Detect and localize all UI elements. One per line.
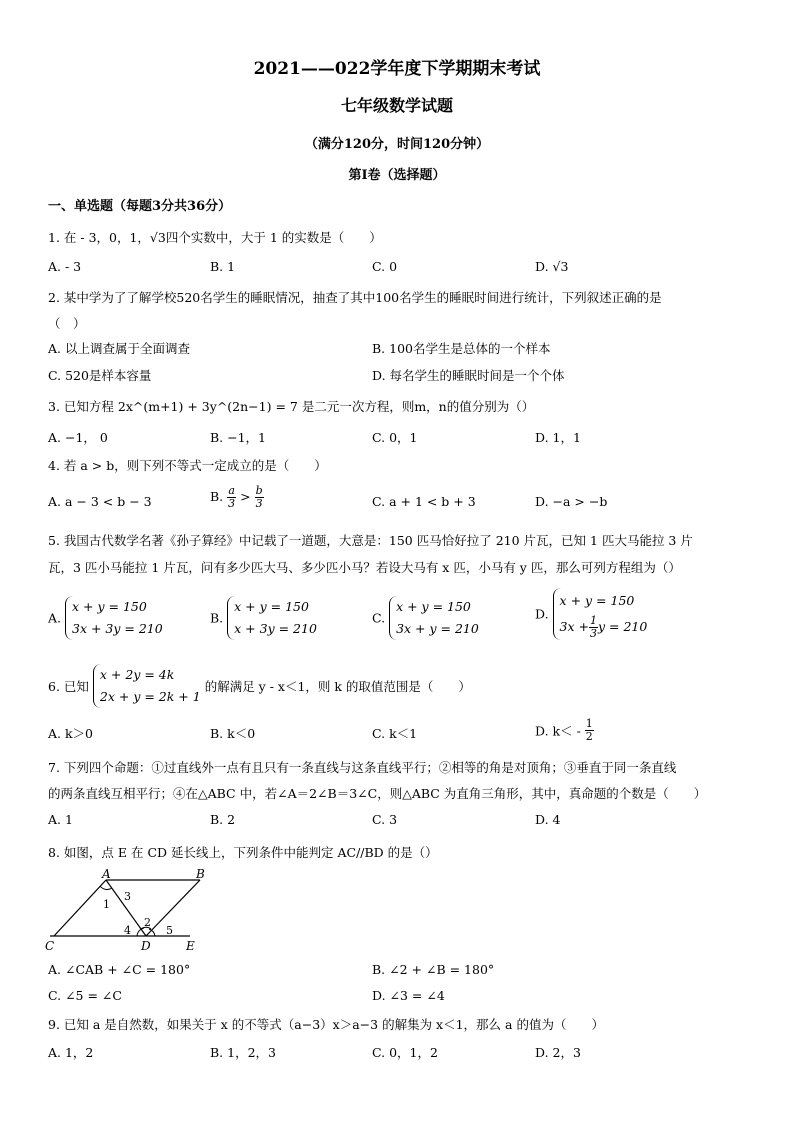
question-4-stem: 4. 若 a > b，则下列不等式一定成立的是（ ）	[48, 458, 327, 473]
exam-info: （满分120分，时间120分钟）	[304, 137, 490, 152]
greater-sign: >	[240, 489, 251, 504]
q9-option-b: B. 1，2，3	[210, 1045, 276, 1060]
q2-option-a: A. 以上调查属于全面调查	[48, 341, 190, 356]
q3-option-a: A. −1， 0	[48, 430, 108, 445]
q4-option-d: D. −a > −b	[535, 494, 608, 509]
q7-option-d: D. 4	[535, 812, 561, 827]
label-c: C	[45, 939, 55, 953]
q4-option-a: A. a − 3 < b − 3	[48, 494, 152, 509]
q8-option-b: B. ∠2 + ∠B = 180°	[372, 962, 495, 977]
label-e: E	[186, 939, 195, 953]
q2-option-d: D. 每名学生的睡眠时间是一个个体	[372, 368, 565, 383]
q5-option-c: C. x + y = 150 3x + y = 210	[372, 596, 479, 640]
question-5-stem-cont: 瓦，3 匹小马能拉 1 片瓦，问有多少匹大马、多少匹小马？若设大马有 x 匹，小马有 y 匹，那么可列方程组为（）	[48, 560, 681, 575]
q3-option-d: D. 1，1	[535, 430, 581, 445]
label-d: D	[141, 939, 151, 953]
question-2-stem: 2. 某中学为了了解学校520名学生的睡眠情况，抽查了其中100名学生的睡眠时间进行统计，下列叙述正确的是	[48, 290, 662, 305]
q2-option-b: B. 100名学生是总体的一个样本	[372, 341, 551, 356]
question-2-stem-cont: （ ）	[48, 316, 86, 331]
question-8-stem: 8. 如图，点 E 在 CD 延长线上，下列条件中能判定 AC//BD 的是（）	[48, 845, 438, 860]
q9-option-a: A. 1，2	[48, 1045, 94, 1060]
section-heading: 一、单选题（每题3分共36分）	[48, 199, 232, 214]
segment-bd	[146, 880, 200, 936]
q8-option-c: C. ∠5 = ∠C	[48, 988, 122, 1003]
q6-option-a: A. k＞0	[48, 726, 94, 741]
geometry-figure	[40, 866, 220, 956]
equation-system-d: x + y = 150 3x + $\frac{1}{3}$ y = 210	[553, 588, 648, 640]
equation-system-b: x + y = 150 x + 3y = 210	[227, 596, 317, 640]
volume-title: 第I卷（选择题）	[348, 168, 446, 183]
q6-option-d: D. k＜ - $\frac{1}{2}$	[535, 717, 593, 743]
q1-option-b: B. 1	[210, 259, 236, 274]
equation-system-q6: x + 2y = 4k 2x + y = 2k + 1	[93, 664, 201, 708]
q1-option-a: A. - 3	[48, 259, 82, 274]
q6-option-c: C. k＜1	[372, 726, 418, 741]
q2-option-c: C. 520是样本容量	[48, 368, 152, 383]
label-angle-5: 5	[166, 924, 173, 937]
question-1-stem: 1. 在 - 3，0，1，√3四个实数中，大于 1 的实数是（ ）	[48, 230, 382, 245]
q3-option-b: B. −1，1	[210, 430, 267, 445]
q4-option-b-label: B.	[210, 489, 224, 504]
question-7-stem-cont: 的两条直线互相平行；④在△ABC 中，若∠A＝2∠B＝3∠C，则△ABC 为直角三角形，其中，真命题的个数是（ ）	[48, 786, 707, 801]
label-angle-2: 2	[144, 916, 151, 929]
q7-option-b: B. 2	[210, 812, 236, 827]
q4-option-c: C. a + 1 < b + 3	[372, 494, 476, 509]
label-angle-1: 1	[103, 898, 110, 911]
question-6-stem: 6. 已知 x + 2y = 4k 2x + y = 2k + 1 的解满足 y - x＜1，则 k 的取值范围是（ ）	[48, 664, 471, 708]
question-5-stem: 5. 我国古代数学名著《孙子算经》中记载了一道题，大意是：150 匹马恰好拉了 210 片瓦，已知 1 匹大马能拉 3 片	[48, 533, 693, 548]
q9-option-d: D. 2，3	[535, 1045, 581, 1060]
label-angle-3: 3	[124, 890, 131, 903]
q1-option-c: C. 0	[372, 259, 398, 274]
q3-option-c: C. 0，1	[372, 430, 418, 445]
exam-title: 2021——022学年度下学期期末考试	[253, 59, 541, 79]
q1-option-d: D. √3	[535, 259, 569, 274]
q9-option-c: C. 0，1，2	[372, 1045, 438, 1060]
q7-option-a: A. 1	[48, 812, 73, 827]
q5-option-d: D. x + y = 150 3x + $\frac{1}{3}$ y = 210	[535, 588, 647, 640]
fraction-one-half: $\frac{1}{2}$	[585, 717, 593, 743]
q8-option-d: D. ∠3 = ∠4	[372, 988, 445, 1003]
equation-system-a: x + y = 150 3x + 3y = 210	[65, 596, 163, 640]
fraction-a-over-3: $\frac{a}{3}$	[228, 484, 236, 510]
q7-option-c: C. 3	[372, 812, 398, 827]
q6-option-b: B. k＜0	[210, 726, 256, 741]
label-a: A	[102, 867, 111, 881]
q5-option-a: A. x + y = 150 3x + 3y = 210	[48, 596, 163, 640]
q5-option-b: B. x + y = 150 x + 3y = 210	[210, 596, 317, 640]
question-9-stem: 9. 已知 a 是自然数，如果关于 x 的不等式（a−3）x＞a−3 的解集为 x＜1，那么 a 的值为（ ）	[48, 1017, 604, 1032]
q8-option-a: A. ∠CAB + ∠C = 180°	[48, 962, 191, 977]
fraction-one-third: $\frac{1}{3}$	[590, 614, 597, 640]
segment-ac	[54, 880, 106, 936]
question-3-stem: 3. 已知方程 2x^(m+1) + 3y^(2n−1) = 7 是二元一次方程，则m，n的值分别为（）	[48, 399, 535, 414]
label-b: B	[196, 867, 205, 881]
label-angle-4: 4	[124, 924, 131, 937]
q4-option-b	[210, 485, 264, 510]
equation-system-c: x + y = 150 3x + y = 210	[389, 596, 479, 640]
exam-subtitle: 七年级数学试题	[340, 96, 453, 115]
fraction-b-over-3: $\frac{b}{3}$	[255, 484, 263, 510]
question-7-stem: 7. 下列四个命题：①过直线外一点有且只有一条直线与这条直线平行；②相等的角是对顶角；③垂直于同一条直线	[48, 760, 677, 775]
